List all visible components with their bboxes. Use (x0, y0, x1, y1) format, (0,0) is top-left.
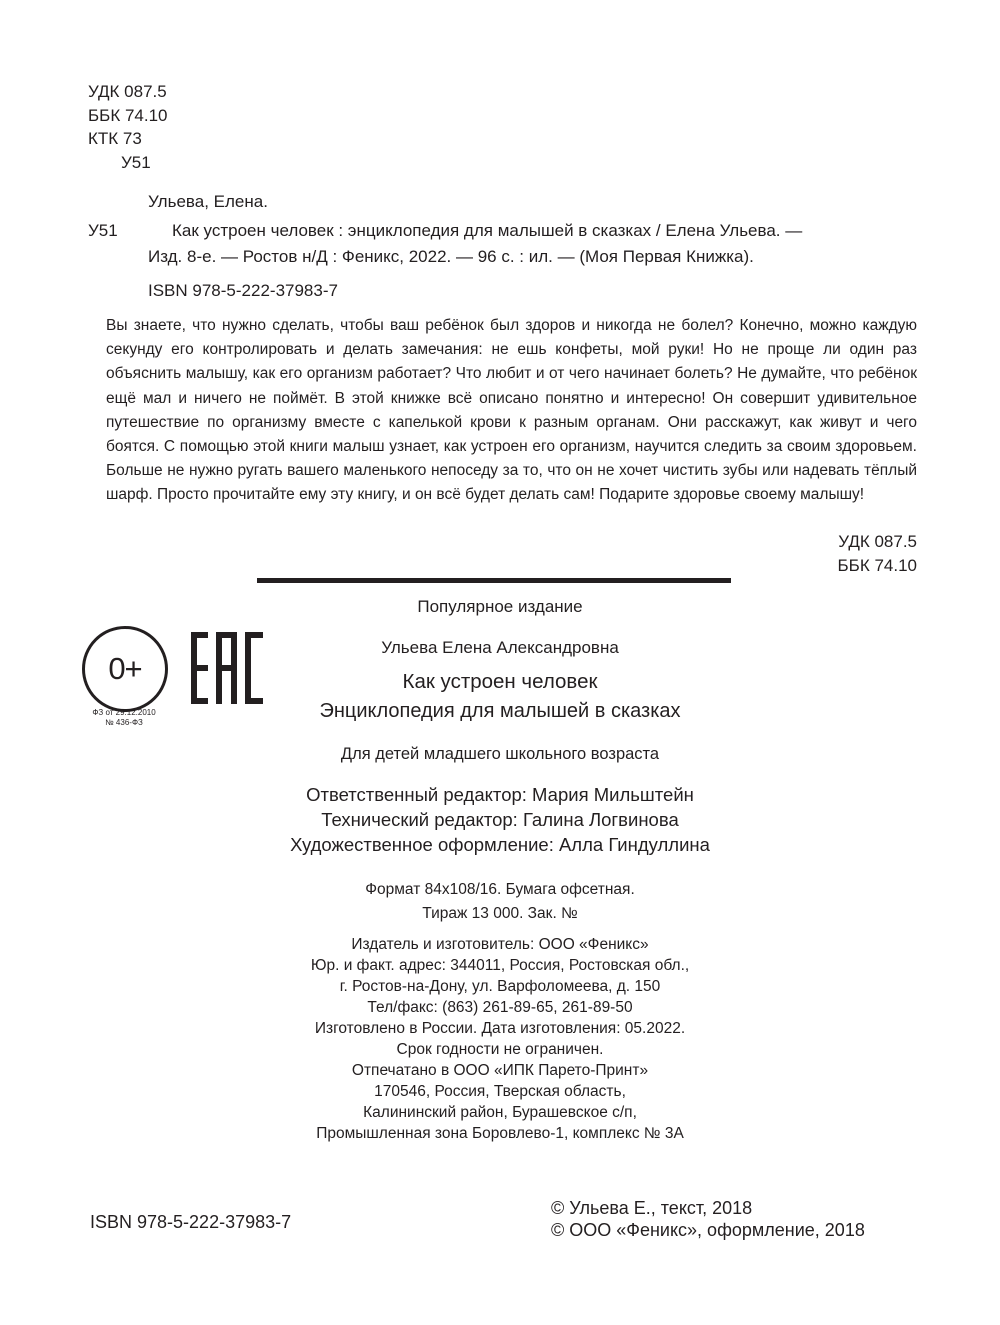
author-full-name: Ульева Елена Александровна (381, 638, 619, 657)
publisher-line: Издатель и изготовитель: ООО «Феникс» (351, 936, 649, 953)
separator-rule (257, 578, 731, 583)
publisher-line: Юр. и факт. адрес: 344011, Россия, Ростовская обл., (310, 957, 690, 974)
bib-title-line: Как устроен человек : энциклопедия для малышей в сказках / Елена Ульева. — (172, 221, 803, 240)
ktk-code: КТК 73 (88, 129, 142, 148)
bib-edition-line: Изд. 8-е. — Ростов н/Д : Феникс, 2022. — 96 с. : ил. — (Моя Первая Книжка). (148, 247, 754, 266)
author-mark: У51 (121, 152, 151, 172)
publisher-line: Калининский район, Бурашевское с/п, (363, 1104, 637, 1121)
book-title: Как устроен человек (402, 670, 598, 693)
bbk-code-right: ББК 74.10 (837, 556, 917, 575)
age-rating-mark (82, 626, 168, 712)
age-law-line1: ФЗ от 29.12.2010 (92, 708, 156, 717)
publisher-line: г. Ростов-на-Дону, ул. Варфоломеева, д. 150 (339, 978, 661, 995)
eac-mark-icon (191, 632, 263, 704)
age-law-reference (78, 708, 170, 728)
classification-codes (88, 80, 167, 174)
bib-author-mark: У51 (88, 221, 118, 240)
bib-isbn: ISBN 978-5-222-37983-7 (148, 281, 338, 300)
publisher-line: Тел/факс: (863) 261-89-65, 261-89-50 (367, 999, 633, 1016)
footer-isbn: ISBN 978-5-222-37983-7 (90, 1212, 292, 1232)
publisher-line: 170546, Россия, Тверская область, (374, 1083, 626, 1100)
publisher-line: Срок годности не ограничен. (396, 1041, 604, 1058)
book-subtitle: Энциклопедия для малышей в сказках (319, 700, 681, 722)
annotation-text: Вы знаете, что нужно сделать, чтобы ваш ребёнок был здоров и никогда не болел? Конечно, можно каждую секунду его контролировать и делать замечания: не ешь конфеты, мой руки! Но не проще ли один раз объяснить малышу, как его организм работает? Что любит и от чего начинает болеть? Не думайте, что ребёнок ещё мал и ничего не поймёт. В этой книжке всё описано понятно и интересно! Он совершит удивительное путешествие по организму вместе с капелькой крови к разным органам. Они расскажут, как живут и чего боятся. С помощью этой книги малыш узнает, как устроен его организм, научится следить за своим здоровьем. Больше не нужно ругать вашего маленького непоседу за то, что он не хочет чистить зубы или надевать тёплый шарф. Просто прочитайте ему эту книгу, и он всё будет делать сам! Подарите здоровье своему малышу! (106, 317, 917, 504)
bbk-code: ББК 74.10 (88, 105, 168, 125)
format-paper: Формат 84x108/16. Бумага офсетная. (365, 881, 635, 898)
udk-code: УДК 087.5 (88, 82, 167, 101)
bib-author: Ульева, Елена. (148, 192, 268, 211)
age-law-line2: № 436-ФЗ (105, 718, 143, 727)
technical-editor: Технический редактор: Галина Логвинова (321, 809, 679, 830)
publisher-line: Отпечатано в ООО «ИПК Парето-Принт» (351, 1062, 649, 1079)
copyright-design: © ООО «Феникс», оформление, 2018 (551, 1220, 865, 1240)
copyright-text: © Ульева Е., текст, 2018 (551, 1198, 753, 1218)
responsible-editor: Ответственный редактор: Мария Мильштейн (306, 784, 694, 805)
print-run: Тираж 13 000. Зак. № (422, 905, 578, 922)
edition-type: Популярное издание (417, 597, 583, 616)
publisher-line: Изготовлено в России. Дата изготовления: 05.2022. (314, 1020, 686, 1037)
eac-logo-icon (191, 632, 263, 704)
udk-code-right: УДК 087.5 (838, 532, 917, 551)
age-rating-label: 0+ (108, 651, 142, 686)
audience: Для детей младшего школьного возраста (340, 745, 660, 763)
art-design: Художественное оформление: Алла Гиндуллина (290, 834, 710, 855)
publisher-line: Промышленная зона Боровлево-1, комплекс № 3А (316, 1125, 684, 1142)
